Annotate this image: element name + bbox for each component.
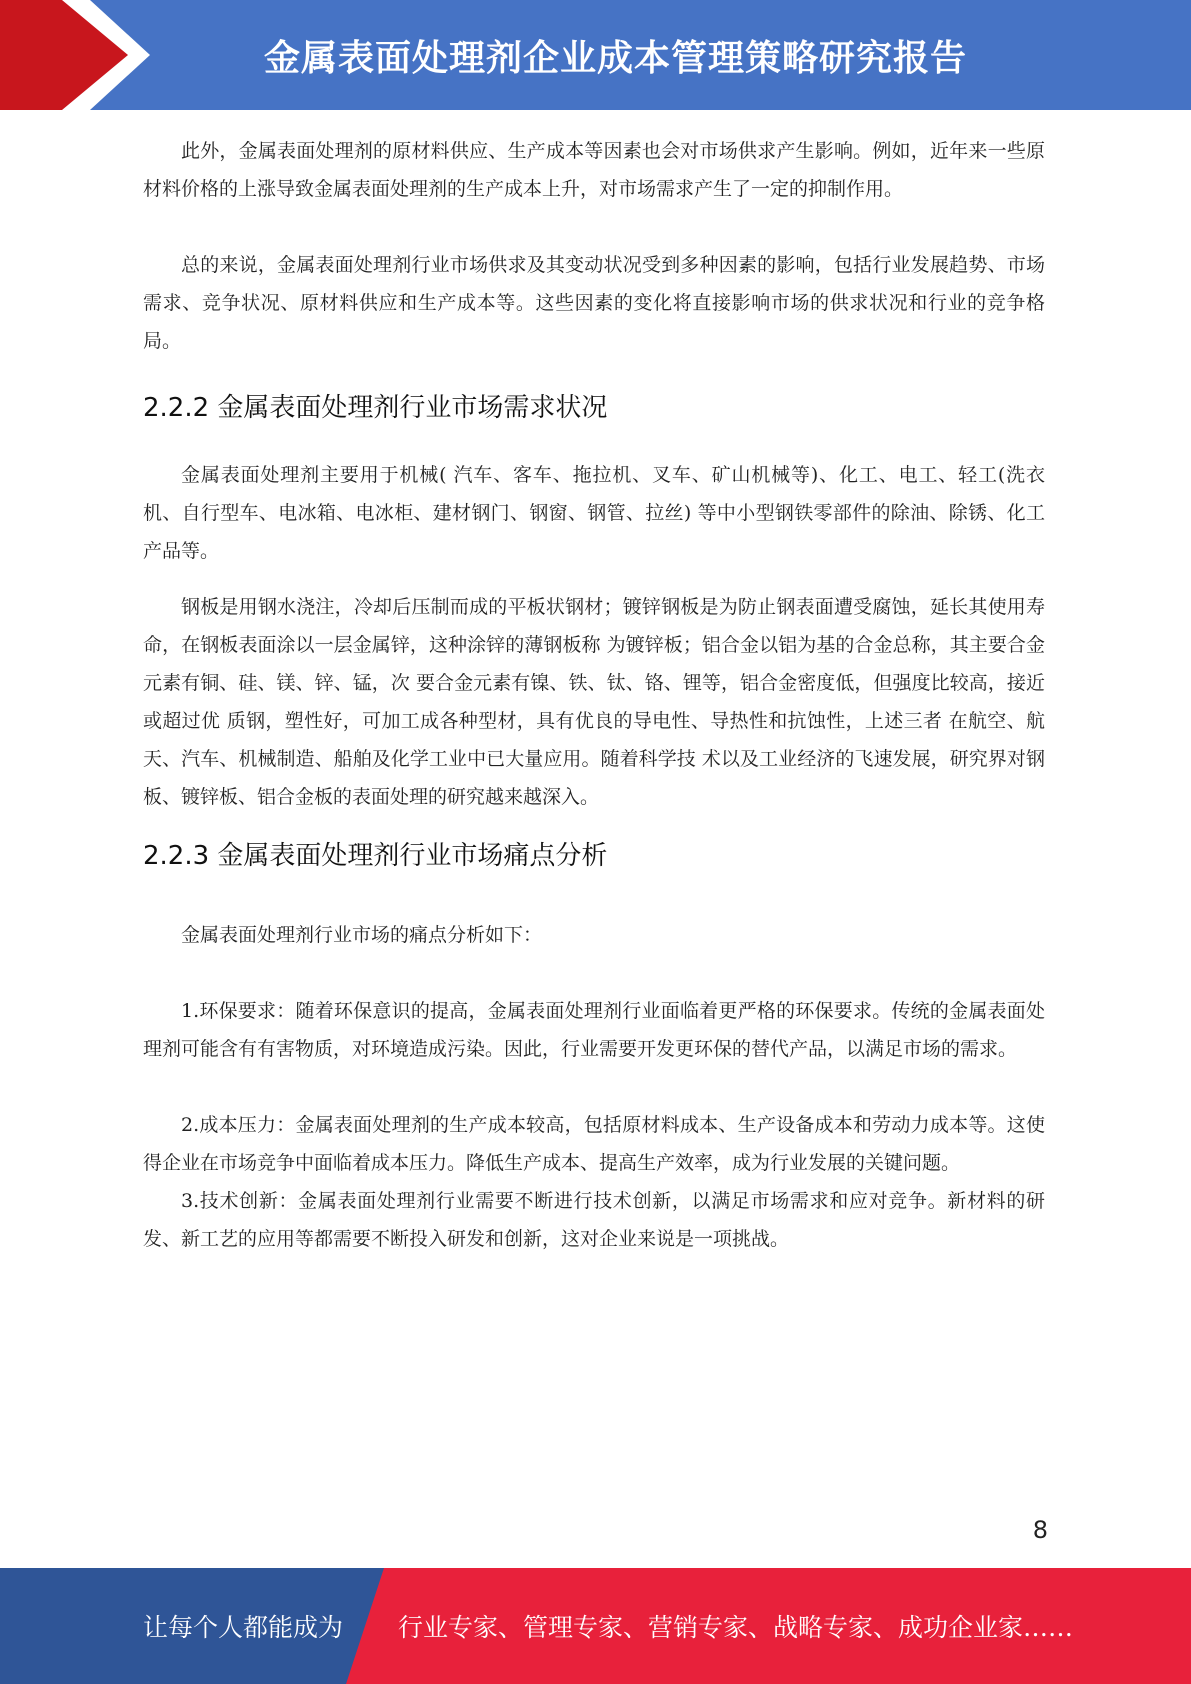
paragraph: 钢板是用钢水浇注，冷却后压制而成的平板状钢材；镀锌钢板是为防止钢表面遭受腐蚀，延长其使用寿命，在钢板表面涂以一层金属锌，这种涂锌的薄钢板称 为镀锌板；铝合金以铝为基的合金总称，其主要合金元素有铜、硅、镁、锌、锰，次 要合金元素有镍、铁、钛、铬、锂等，铝合金密度低，但强度比较高，接近或超过优 质钢，塑性好，可加工成各种型材，具有优良的导电性、导热性和抗蚀性，上述三者 在航空、航天、汽车、机械制造、船舶及化学工业中已大量应用。随着科学技 术以及工业经济的飞速发展，研究界对钢板、镀锌板、铝合金板的表面处理的研究越来越深入。 (143, 596, 1045, 808)
footer-slogan-right: 行业专家、管理专家、营销专家、战略专家、成功企业家…… (398, 1613, 1074, 1642)
paragraph: 此外，金属表面处理剂的原材料供应、生产成本等因素也会对市场供求产生影响。例如，近年来一些原材料价格的上涨导致金属表面处理剂的生产成本上升，对市场需求产生了一定的抑制作用。 (143, 140, 1045, 200)
page-footer (0, 1568, 1191, 1684)
report-title: 金属表面处理剂企业成本管理策略研究报告 (263, 37, 967, 79)
page-content (143, 132, 1045, 1258)
footer-slogan-left: 让每个人都能成为 (143, 1613, 344, 1642)
section-heading: 2.2.2 金属表面处理剂行业市场需求状况 (143, 393, 608, 423)
section-heading: 2.2.3 金属表面处理剂行业市场痛点分析 (143, 841, 608, 871)
paragraph: 1.环保要求：随着环保意识的提高，金属表面处理剂行业面临着更严格的环保要求。传统的金属表面处理剂可能含有有害物质，对环境造成污染。因此，行业需要开发更环保的替代产品，以满足市场的需求。 (143, 1000, 1045, 1060)
page-header (0, 0, 1191, 110)
page-number: 8 (1032, 1516, 1048, 1544)
paragraph: 3.技术创新：金属表面处理剂行业需要不断进行技术创新，以满足市场需求和应对竞争。新材料的研发、新工艺的应用等都需要不断投入研发和创新，这对企业来说是一项挑战。 (143, 1190, 1045, 1250)
paragraph: 金属表面处理剂主要用于机械( 汽车、客车、拖拉机、叉车、矿山机械等)、化工、电工、轻工(洗衣机、自行型车、电冰箱、电冰柜、建材钢门、钢窗、钢管、拉丝) 等中小型钢铁零部件的除油、除锈、化工产品等。 (143, 464, 1045, 562)
paragraph: 2.成本压力：金属表面处理剂的生产成本较高，包括原材料成本、生产设备成本和劳动力成本等。这使得企业在市场竞争中面临着成本压力。降低生产成本、提高生产效率，成为行业发展的关键问题。 (143, 1114, 1045, 1174)
paragraph: 总的来说，金属表面处理剂行业市场供求及其变动状况受到多种因素的影响，包括行业发展趋势、市场需求、竞争状况、原材料供应和生产成本等。这些因素的变化将直接影响市场的供求状况和行业的竞争格局。 (143, 254, 1045, 352)
header-arrow-accent (0, 0, 150, 110)
paragraph: 金属表面处理剂行业市场的痛点分析如下： (181, 924, 543, 946)
